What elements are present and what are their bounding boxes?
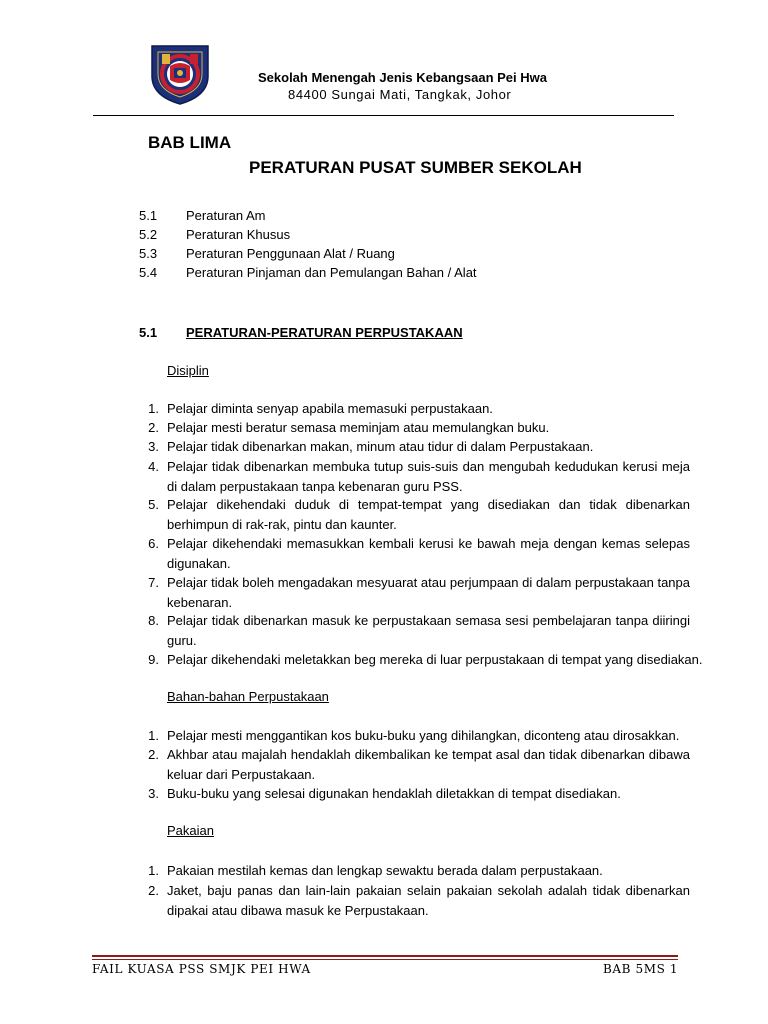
list-item: 1. Pelajar diminta senyap apabila memasuki perpustakaan. bbox=[148, 401, 493, 416]
toc-number: 5.1 bbox=[139, 208, 158, 223]
list-item: 1. Pelajar mesti menggantikan kos buku-buku yang dihilangkan, diconteng atau dirosakkan. bbox=[148, 728, 680, 743]
list-item: 1. Pakaian mestilah kemas dan lengkap sewaktu berada dalam perpustakaan. bbox=[148, 863, 603, 878]
list-item: 8. Pelajar tidak dibenarkan masuk ke perpustakaan semasa sesi pembelajaran tanpa diiringi guru. bbox=[148, 613, 690, 648]
list-item: 9. Pelajar dikehendaki meletakkan beg mereka di luar perpustakaan di tempat yang disediakan. bbox=[148, 652, 703, 667]
chapter-title: BAB LIMA bbox=[148, 133, 232, 152]
list-item: 3. Pelajar tidak dibenarkan makan, minum atau tidur di dalam Perpustakaan. bbox=[148, 439, 594, 454]
list-item: 2. Akhbar atau majalah hendaklah dikembalikan ke tempat asal dan tidak dibenarkan dibawa keluar dari Perpustakaan. bbox=[148, 747, 690, 782]
footer-page-label: BAB 5MS 1 bbox=[603, 962, 679, 976]
list-item: 5. Pelajar dikehendaki duduk di tempat-tempat yang disediakan dan tidak dibenarkan berhimpun di rak-rak, pintu dan kaunter. bbox=[148, 497, 690, 532]
toc-number: 5.2 bbox=[139, 227, 158, 242]
list-item: 6. Pelajar dikehendaki memasukkan kembali kerusi ke bawah meja dengan kemas selepas digunakan. bbox=[148, 536, 690, 571]
header-divider bbox=[93, 115, 674, 116]
section-number: 5.1 bbox=[139, 325, 158, 340]
toc-label: Peraturan Penggunaan Alat / Ruang bbox=[186, 246, 395, 261]
toc-number: 5.4 bbox=[139, 265, 158, 280]
list-item: 7. Pelajar tidak boleh mengadakan mesyuarat atau perjumpaan di dalam perpustakaan tanpa kebenaran. bbox=[148, 575, 690, 610]
subheading-disiplin: Disiplin bbox=[167, 363, 209, 378]
document-title: PERATURAN PUSAT SUMBER SEKOLAH bbox=[249, 158, 582, 177]
footer-divider-thin bbox=[92, 959, 678, 960]
toc-label: Peraturan Khusus bbox=[186, 227, 291, 242]
section-title: PERATURAN-PERATURAN PERPUSTAKAAN bbox=[186, 325, 463, 340]
list-item: 3. Buku-buku yang selesai digunakan hendaklah diletakkan di tempat disediakan. bbox=[148, 786, 621, 801]
school-address: 84400 Sungai Mati, Tangkak, Johor bbox=[288, 87, 512, 102]
subheading-bahan: Bahan-bahan Perpustakaan bbox=[167, 689, 329, 704]
school-name: Sekolah Menengah Jenis Kebangsaan Pei Hwa bbox=[258, 70, 547, 85]
toc-label: Peraturan Pinjaman dan Pemulangan Bahan / Alat bbox=[186, 265, 477, 280]
footer-file-label: FAIL KUASA PSS SMJK PEI HWA bbox=[92, 962, 311, 976]
subheading-pakaian: Pakaian bbox=[167, 823, 214, 838]
list-item: 2. Jaket, baju panas dan lain-lain pakaian selain pakaian sekolah adalah tidak dibenarkan dipakai atau dibawa masuk ke Perpustakaan. bbox=[148, 883, 690, 918]
toc-number: 5.3 bbox=[139, 246, 158, 261]
list-item: 4. Pelajar tidak dibenarkan membuka tutup suis-suis dan mengubah kedudukan kerusi meja di dalam perpustakaan tanpa kebenaran guru PSS. bbox=[148, 459, 690, 494]
list-item: 2. Pelajar mesti beratur semasa meminjam atau memulangkan buku. bbox=[148, 420, 550, 435]
footer-divider bbox=[92, 955, 678, 957]
school-crest-icon bbox=[148, 40, 212, 106]
toc-label: Peraturan Am bbox=[186, 208, 266, 223]
